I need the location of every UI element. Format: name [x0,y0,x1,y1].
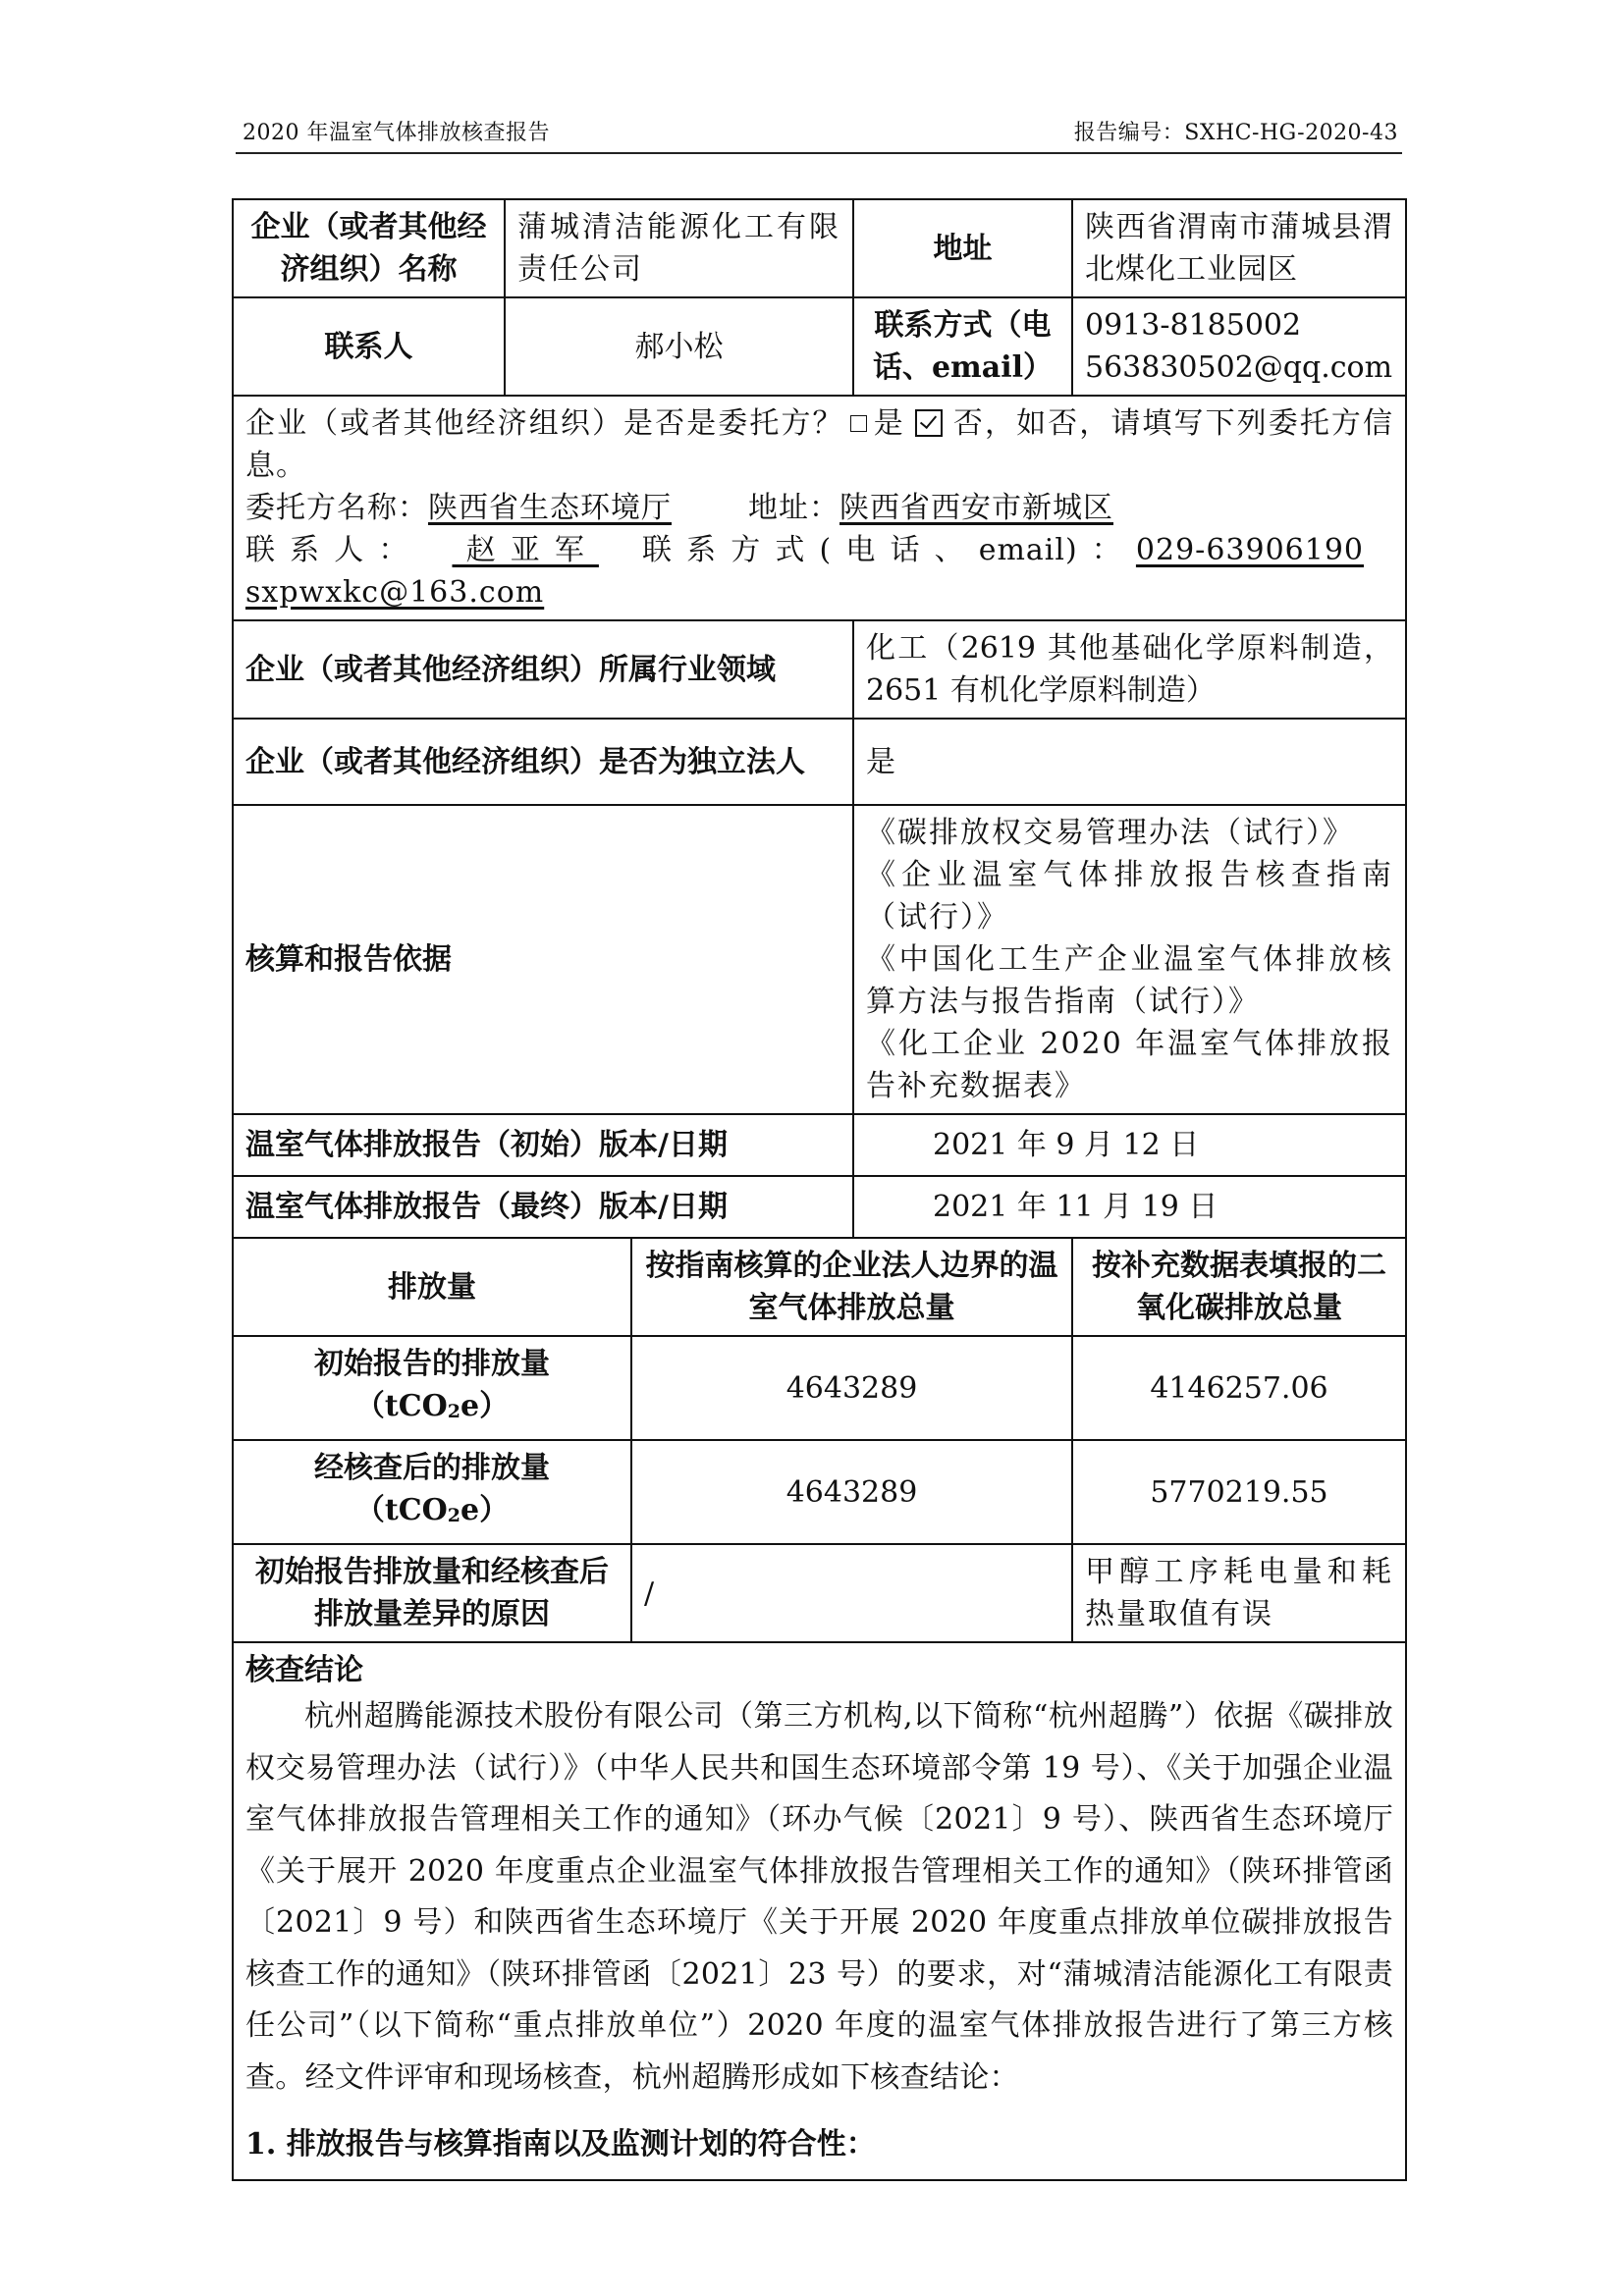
address-label: 地址 [853,199,1072,297]
final-version-date: 2021 年 11 月 19 日 [853,1176,1406,1238]
client-question: 企业（或者其他经济组织）是否是委托方？ [245,406,844,441]
conclusion-paragraph: 杭州超腾能源技术股份有限公司（第三方机构,以下简称“杭州超腾”）依据《碳排放权交易管理办法（试行）》（中华人民共和国生态环境部令第 19 号）、《关于加强企业温室气体排放报告管理相关工作的通知》（环办气候〔2021〕9 号）、陕西省生态环境厅《关于展开 2020 年度重点企业温室气体排放报告管理相关工作的通知》（陕环排管函〔2021〕9 号）和陕西省生态环境厅《关于开展 2020 年度重点排放单位碳排放报告核查工作的通知》（陕环排管函〔2021〕23 号）的要求，对“蒲城清洁能源化工有限责任公司”（以下简称“重点排放单位”）2020 年度的温室气体排放报告进行了第三方核查。经文件评审和现场核查，杭州超腾形成如下核查结论： [245,1699,1393,2095]
enterprise-name-value: 蒲城清洁能源化工有限责任公司 [505,199,853,297]
emissions-col1-header: 按指南核算的企业法人边界的温室气体排放总量 [631,1238,1072,1336]
initial-emissions-value-1: 4643289 [631,1336,1072,1440]
row-verified-emissions [233,1440,1406,1544]
basis-item: 《中国化工生产企业温室气体排放核算方法与报告指南（试行）》 [866,942,1393,1019]
header-rule [236,152,1402,154]
industry-value: 化工（2619 其他基础化学原料制造，2651 有机化学原料制造） [853,620,1406,719]
emissions-col2-header: 按补充数据表填报的二氧化碳排放总量 [1072,1238,1406,1336]
client-yes-label: 是 [872,406,905,441]
client-name-label: 委托方名称： [245,491,428,525]
row-initial-emissions [233,1336,1406,1440]
row-emissions-header [233,1238,1406,1336]
row-conclusion [233,1642,1406,2180]
basis-item: 《企业温室气体排放报告核查指南（试行）》 [866,858,1393,934]
client-method-value: 029-63906190sxpwxkc@163.com [245,533,1365,610]
basis-label: 核算和报告依据 [233,805,853,1114]
emissions-head-label: 排放量 [233,1238,631,1336]
row-basis [233,805,1406,1114]
conclusion-title: 核查结论 [245,1653,363,1687]
client-address-value: 陕西省西安市新城区 [839,491,1113,525]
client-contact-line [245,529,1393,614]
header-report-number: 报告编号：SXHC-HG-2020-43 [1073,121,1398,145]
checkbox-unchecked-icon [850,415,867,432]
initial-version-label: 温室气体排放报告（初始）版本/日期 [233,1114,853,1176]
row-difference-reason [233,1544,1406,1642]
difference-reason-value-2: 甲醇工序耗电量和耗热量取值有误 [1072,1544,1406,1642]
row-client [233,396,1406,620]
basis-list [853,805,1406,1114]
contact-phone: 0913-8185002 [1085,308,1302,343]
verified-emissions-value-2: 5770219.55 [1072,1440,1406,1544]
row-final-version [233,1176,1406,1238]
client-name-value: 陕西省生态环境厅 [428,491,672,525]
conclusion-cell [233,1642,1406,2180]
unit-tco2e: （tCO2e） [354,1389,510,1423]
row-initial-version [233,1114,1406,1176]
client-method-label: 联系方式(电话、email)： [627,533,1136,567]
conclusion-item-1: 1. 排放报告与核算指南以及监测计划的符合性： [245,2127,876,2162]
verified-emissions-label: 经核查后的排放量 （tCO2e） [233,1440,631,1544]
contact-method-value [1072,297,1406,396]
client-question-line [245,402,1393,487]
client-contact-label: 联系人： [245,533,423,567]
verified-emissions-value-1: 4643289 [631,1440,1072,1544]
initial-emissions-label: 初始报告的排放量 （tCO2e） [233,1336,631,1440]
address-value: 陕西省渭南市蒲城县渭北煤化工业园区 [1072,199,1406,297]
client-address-label: 地址： [748,491,839,525]
contact-label: 联系人 [233,297,505,396]
client-name-line [245,487,1393,529]
client-no-label: 否，如否，请填写下列委托方信息。 [245,406,1394,483]
row-industry [233,620,1406,719]
row-contact [233,297,1406,396]
row-legal-person [233,719,1406,805]
contact-email: 563830502@qq.com [1085,350,1393,385]
basis-item: 《碳排放权交易管理办法（试行）》 [866,816,1354,850]
verification-table [232,198,1407,2181]
initial-version-date: 2021 年 9 月 12 日 [853,1114,1406,1176]
contact-value: 郝小松 [505,297,853,396]
contact-method-label: 联系方式（电话、email） [853,297,1072,396]
initial-emissions-value-2: 4146257.06 [1072,1336,1406,1440]
legal-person-label: 企业（或者其他经济组织）是否为独立法人 [233,719,853,805]
header-report-title: 2020 年温室气体排放核查报告 [243,121,550,145]
final-version-label: 温室气体排放报告（最终）版本/日期 [233,1176,853,1238]
difference-reason-label: 初始报告排放量和经核查后排放量差异的原因 [233,1544,631,1642]
legal-person-value: 是 [853,719,1406,805]
client-contact-value: 赵亚军 [452,533,599,567]
basis-item: 《化工企业 2020 年温室气体排放报告补充数据表》 [866,1027,1393,1103]
unit-tco2e: （tCO2e） [354,1493,510,1527]
client-info [233,396,1406,620]
enterprise-name-label: 企业（或者其他经济组织）名称 [233,199,505,297]
checkbox-checked-icon [915,409,943,437]
industry-label: 企业（或者其他经济组织）所属行业领域 [233,620,853,719]
row-enterprise [233,199,1406,297]
difference-reason-value-1: / [631,1544,1072,1642]
